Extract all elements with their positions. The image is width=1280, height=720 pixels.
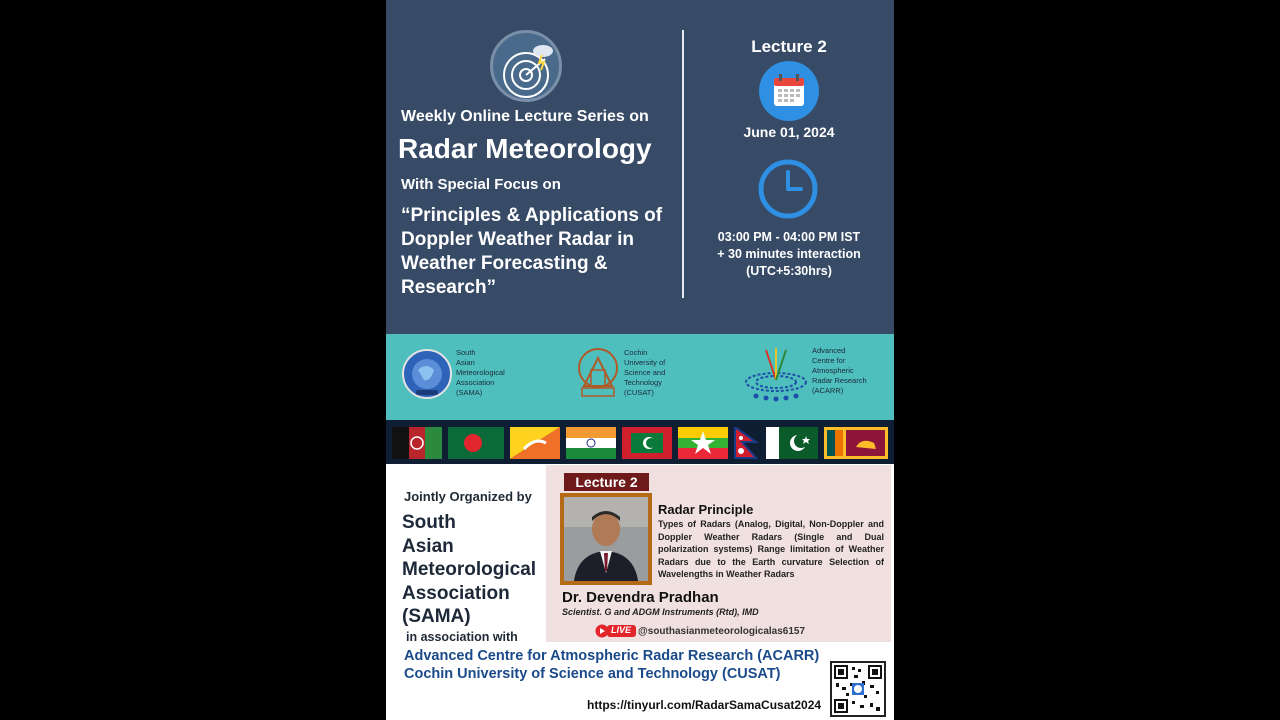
qr-code[interactable] xyxy=(830,661,886,717)
cusat-name: Cochin University of Science and Technology (CUSAT) xyxy=(404,666,781,682)
acarr-logo-icon xyxy=(742,346,810,402)
lecture-label: Lecture 2 xyxy=(751,37,827,56)
lecture-tag: Lecture 2 xyxy=(564,473,649,491)
focus-title: “Principles & Applications of Doppler Weather Radar in Weather Forecasting & Research” xyxy=(401,205,663,298)
organizer-section xyxy=(386,464,894,720)
clock-icon xyxy=(757,158,819,220)
sama-logo-icon xyxy=(402,348,452,400)
radar-logo-icon xyxy=(490,30,562,102)
time-block xyxy=(694,229,884,280)
speaker-photo xyxy=(560,493,652,585)
sama-name: South Asian Meteorological Association (SAMA) xyxy=(402,512,537,627)
youtube-handle-link[interactable]: @southasianmeteorologicalas6157 xyxy=(638,626,806,637)
youtube-live-icon xyxy=(595,624,637,638)
india-flag-icon xyxy=(566,427,616,459)
utc-offset: (UTC+5:30hrs) xyxy=(746,264,832,278)
topic-title: Radar Principle xyxy=(658,502,754,517)
lecture-date: June 01, 2024 xyxy=(743,124,835,140)
sri-lanka-flag-icon xyxy=(824,427,888,459)
main-title: Radar Meteorology xyxy=(398,133,652,164)
association-label: in association with xyxy=(406,630,518,644)
registration-url-link[interactable]: https://tinyurl.com/RadarSamaCusat2024 xyxy=(587,698,822,712)
time-range: 03:00 PM - 04:00 PM IST xyxy=(717,230,861,244)
maldives-flag-icon xyxy=(622,427,672,459)
partner-band xyxy=(386,334,894,420)
myanmar-flag-icon xyxy=(678,427,728,459)
series-line: Weekly Online Lecture Series on xyxy=(401,108,649,125)
bangladesh-flag-icon xyxy=(448,427,504,459)
interaction-note: + 30 minutes interaction xyxy=(717,247,861,261)
jointly-organized-label: Jointly Organized by xyxy=(404,489,532,504)
focus-line: With Special Focus on xyxy=(401,176,561,193)
acarr-partner-text: Advanced Centre for Atmospheric Radar Research (ACARR) xyxy=(812,346,867,395)
calendar-icon xyxy=(759,61,819,121)
acarr-name: Advanced Centre for Atmospheric Radar Research (ACARR) xyxy=(404,648,820,664)
nepal-flag-icon xyxy=(734,427,758,459)
cusat-logo-icon xyxy=(576,346,620,402)
header-divider xyxy=(682,30,684,298)
speaker-name: Dr. Devendra Pradhan xyxy=(562,589,719,606)
bhutan-flag-icon xyxy=(510,427,560,459)
pakistan-flag-icon xyxy=(766,427,818,459)
sama-partner-text: South Asian Meteorological Association (SAMA) xyxy=(456,348,505,397)
flag-strip xyxy=(386,420,894,464)
afghanistan-flag-icon xyxy=(392,427,442,459)
speaker-role: Scientist. G and ADGM Instruments (Rtd), IMD xyxy=(562,607,759,617)
lecture-poster xyxy=(386,0,894,720)
poster-header xyxy=(386,0,894,334)
topic-description: Types of Radars (Analog, Digital, Non-Doppler and Doppler Weather Radars (Single and Dual polarization systems) Range limitation of Weather Radars due to the Earth curvature Selection of Wavelengths in Weather Radars xyxy=(658,519,884,579)
cusat-partner-text: Cochin University of Science and Technology (CUSAT) xyxy=(624,348,666,397)
live-label: LIVE xyxy=(611,625,632,635)
